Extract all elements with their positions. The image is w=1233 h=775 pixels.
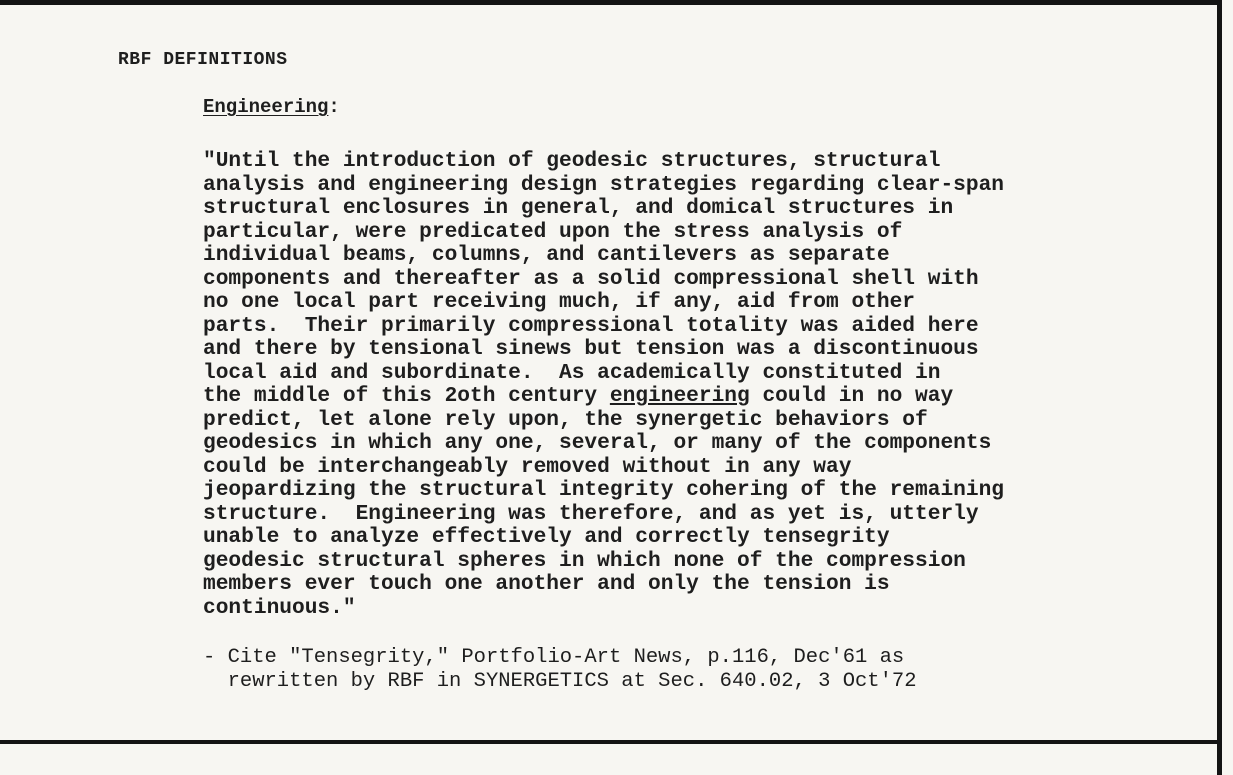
right-border-rule xyxy=(1217,0,1222,775)
quote-line-post: could in no way xyxy=(749,384,954,408)
top-border-rule xyxy=(0,0,1222,5)
quote-line: parts. Their primarily compressional totality was aided here xyxy=(203,313,979,338)
quote-line: jeopardizing the structural integrity cohering of the remaining xyxy=(203,478,1005,502)
quote-line: unable to analyze effectively and correctly tensegrity xyxy=(203,525,890,549)
quote-line: members ever touch one another and only the tension is xyxy=(203,572,890,596)
quote-line: structural enclosures in general, and domical structures in xyxy=(203,196,954,220)
quote-line: "Until the introduction of geodesic structures, structural xyxy=(203,149,941,173)
term-colon: : xyxy=(328,96,340,118)
quote-line: geodesics in which any one, several, or many of the components xyxy=(203,431,992,455)
citation xyxy=(203,646,917,694)
quote-line: individual beams, columns, and cantilevers as separate xyxy=(203,243,890,267)
quote-line: and there by tensional sinews but tension was a discontinuous xyxy=(203,337,979,361)
quote-line: continuous." xyxy=(203,595,356,620)
quote-line: particular, were predicated upon the stress analysis of xyxy=(203,219,903,244)
quote-line: components and thereafter as a solid compressional shell with xyxy=(203,266,979,291)
citation-line: rewritten by RBF in SYNERGETICS at Sec. 640.02, 3 Oct'72 xyxy=(203,670,917,693)
quote-line: structure. Engineering was therefore, and as yet is, utterly xyxy=(203,501,979,526)
page-heading: RBF DEFINITIONS xyxy=(118,50,288,70)
engineering-emphasis: engineering xyxy=(609,384,750,408)
bottom-border-rule xyxy=(0,740,1222,744)
quote-line xyxy=(203,385,1004,409)
quote-line: local aid and subordinate. As academically constituted in xyxy=(203,360,941,385)
quote-line: no one local part receiving much, if any, aid from other xyxy=(203,290,916,314)
quote-line-pre: the middle of this 2oth century xyxy=(203,384,610,408)
quote-line: analysis and engineering design strategies regarding clear-span xyxy=(203,172,1005,197)
quote-line: could be interchangeably removed without in any way xyxy=(203,454,852,479)
term-label: Engineering xyxy=(203,96,329,118)
term-heading xyxy=(203,96,340,118)
quote-line: geodesic structural spheres in which none of the compression xyxy=(203,548,966,573)
definition-quote xyxy=(203,150,1004,620)
quote-line: predict, let alone rely upon, the synergetic behaviors of xyxy=(203,407,928,432)
citation-line: - Cite "Tensegrity," Portfolio-Art News, p.116, Dec'61 as xyxy=(203,646,905,669)
